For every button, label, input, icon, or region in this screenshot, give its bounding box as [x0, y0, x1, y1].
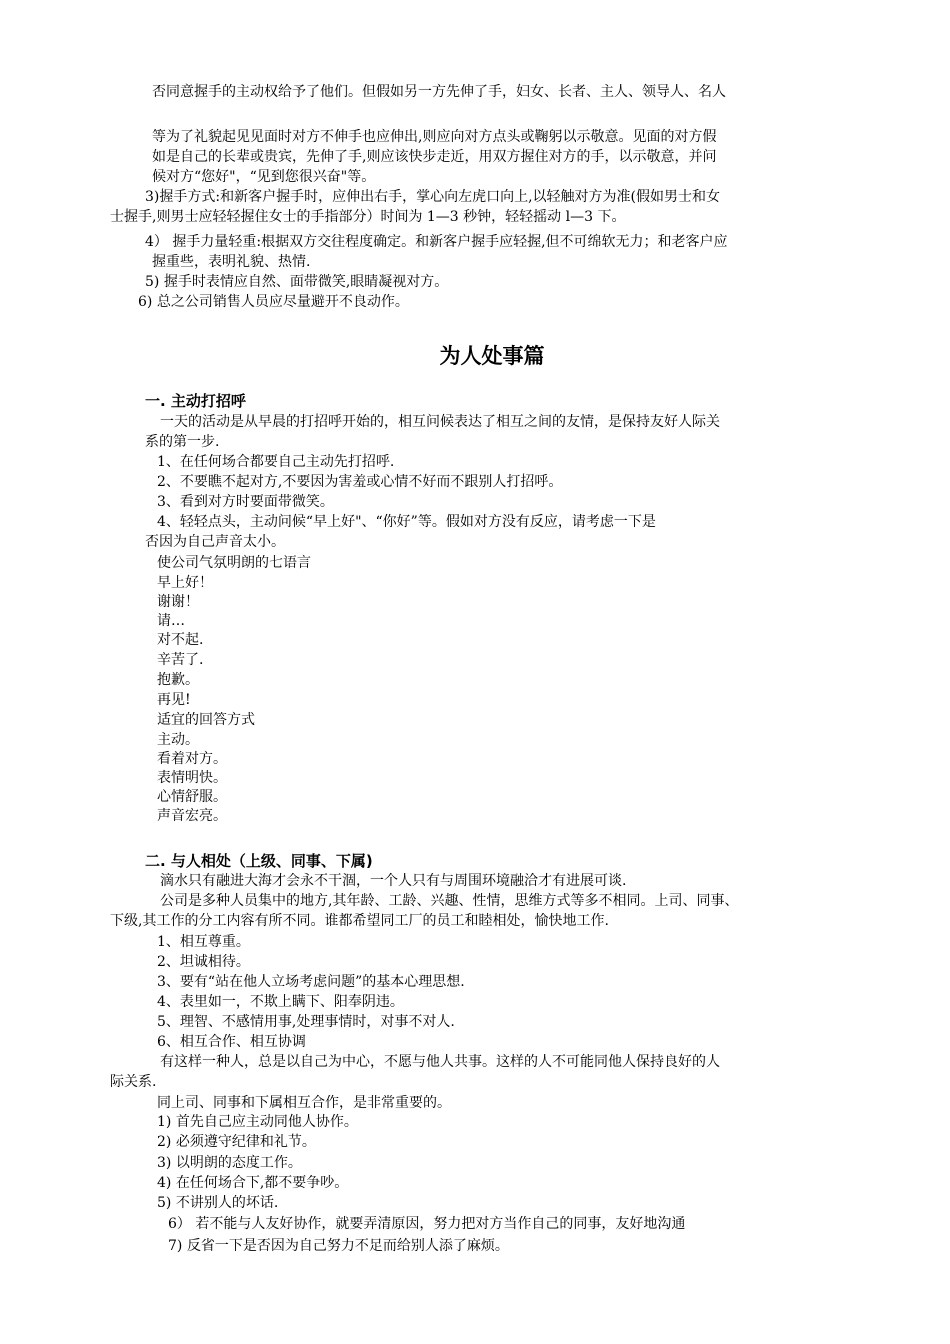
list-item: 否因为自己声音太小。: [145, 534, 285, 550]
text-line: 4） 握手力量轻重:根据双方交往程度确定。和新客户握手应轻握,但不可绵软无力；和老客户应: [145, 234, 728, 250]
paragraph-line: 公司是多种人员集中的地方,其年龄、工龄、兴趣、性情，思维方式等多不相同。上司、同事、: [160, 893, 739, 909]
list-item: 适宜的回答方式: [157, 712, 255, 728]
list-item: 主动。: [157, 732, 199, 748]
list-item: 6、相互合作、相互协调: [157, 1034, 306, 1050]
text-line: 等为了礼貌起见见面时对方不伸手也应伸出,则应向对方点头或鞠躬以示敬意。见面的对方假: [152, 129, 717, 145]
list-item: 2) 必须遵守纪律和礼节。: [157, 1134, 316, 1150]
list-item: 1、相互尊重。: [157, 934, 250, 950]
list-item: 辛苦了.: [157, 652, 204, 668]
list-item: 3、看到对方时要面带微笑。: [157, 494, 334, 510]
section-heading: 二. 与人相处（上级、同事、下属): [145, 852, 373, 870]
list-item: 表情明快。: [157, 770, 227, 786]
paragraph-line: 滴水只有融进大海才会永不干涸，一个人只有与周围环境融洽才有进展可谈.: [160, 873, 627, 889]
paragraph-line: 同上司、同事和下属相互合作，是非常重要的。: [157, 1095, 451, 1111]
text-line: 如是自己的长辈或贵宾，先伸了手,则应该快步走近，用双方握住对方的手，以示敬意，并问: [152, 149, 717, 165]
list-item: 使公司气氛明朗的七语言: [157, 555, 311, 571]
text-line: 3)握手方式:和新客户握手时，应伸出右手，掌心向左虎口向上,以轻触对方为准(假如男士和女: [145, 189, 720, 205]
section-heading: 一. 主动打招呼: [145, 392, 246, 410]
list-item: 2、坦诚相待。: [157, 954, 250, 970]
list-item: 抱歉。: [157, 672, 199, 688]
list-item: 对不起.: [157, 632, 204, 648]
list-item: 4) 在任何场合下,都不要争吵。: [157, 1175, 349, 1191]
list-item: 看着对方。: [157, 751, 227, 767]
paragraph-line: 有这样一种人，总是以自己为中心，不愿与他人共事。这样的人不可能同他人保持良好的人: [160, 1054, 720, 1070]
text-line: 握重些，表明礼貌、热情.: [152, 254, 311, 270]
list-item: 1) 首先自己应主动同他人协作。: [157, 1114, 358, 1130]
list-item: 4、轻轻点头，主动问候“早上好"、“你好”等。假如对方没有反应，请考虑一下是: [157, 514, 656, 530]
list-item: 再见!: [157, 692, 191, 708]
list-item: 5、理智、不感情用事,处理事情时，对事不对人.: [157, 1014, 455, 1030]
paragraph-line: 一天的活动是从早晨的打招呼开始的，相互问候表达了相互之间的友情，是保持友好人际关: [160, 414, 720, 430]
list-item: 声音宏亮。: [157, 808, 227, 824]
list-item: 心情舒服。: [157, 789, 227, 805]
list-item: 4、表里如一，不欺上瞒下、阳奉阴违。: [157, 994, 404, 1010]
section-title: 为人处事篇: [439, 344, 545, 368]
list-item: 3、要有“站在他人立场考虑问题”的基本心理思想.: [157, 974, 465, 990]
list-item: 6） 若不能与人友好协作，就要弄清原因，努力把对方当作自己的同事，友好地沟通: [168, 1216, 686, 1232]
paragraph-line: 系的第一步.: [145, 434, 220, 450]
text-line: 否同意握手的主动权给予了他们。但假如另一方先伸了手，妇女、长者、主人、领导人、名人: [152, 84, 726, 100]
paragraph-line: 际关系.: [110, 1074, 157, 1090]
list-item: 3) 以明朗的态度工作。: [157, 1155, 302, 1171]
text-line: 5) 握手时表情应自然、面带微笑,眼睛凝视对方。: [145, 274, 449, 290]
paragraph-line: 下级,其工作的分工内容有所不同。谁都希望同工厂的员工和睦相处，愉快地工作.: [110, 913, 609, 929]
list-item: 谢谢！: [157, 594, 199, 610]
list-item: 请…: [157, 613, 185, 629]
list-item: 早上好！: [157, 575, 213, 591]
list-item: 2、不要瞧不起对方,不要因为害羞或心情不好而不跟别人打招呼。: [157, 474, 563, 490]
text-line: 6) 总之公司销售人员应尽量避开不良动作。: [138, 294, 409, 310]
text-line: 士握手,则男士应轻轻握住女士的手指部分）时间为 1—3 秒钟，轻轻摇动 l—3 下。: [110, 209, 626, 225]
text-line: 候对方“您好"，“见到您很兴奋"等。: [152, 169, 376, 185]
list-item: 7) 反省一下是否因为自己努力不足而给别人添了麻烦。: [168, 1238, 509, 1254]
list-item: 5) 不讲别人的坏话.: [157, 1195, 279, 1211]
list-item: 1、在任何场合都要自己主动先打招呼.: [157, 454, 395, 470]
